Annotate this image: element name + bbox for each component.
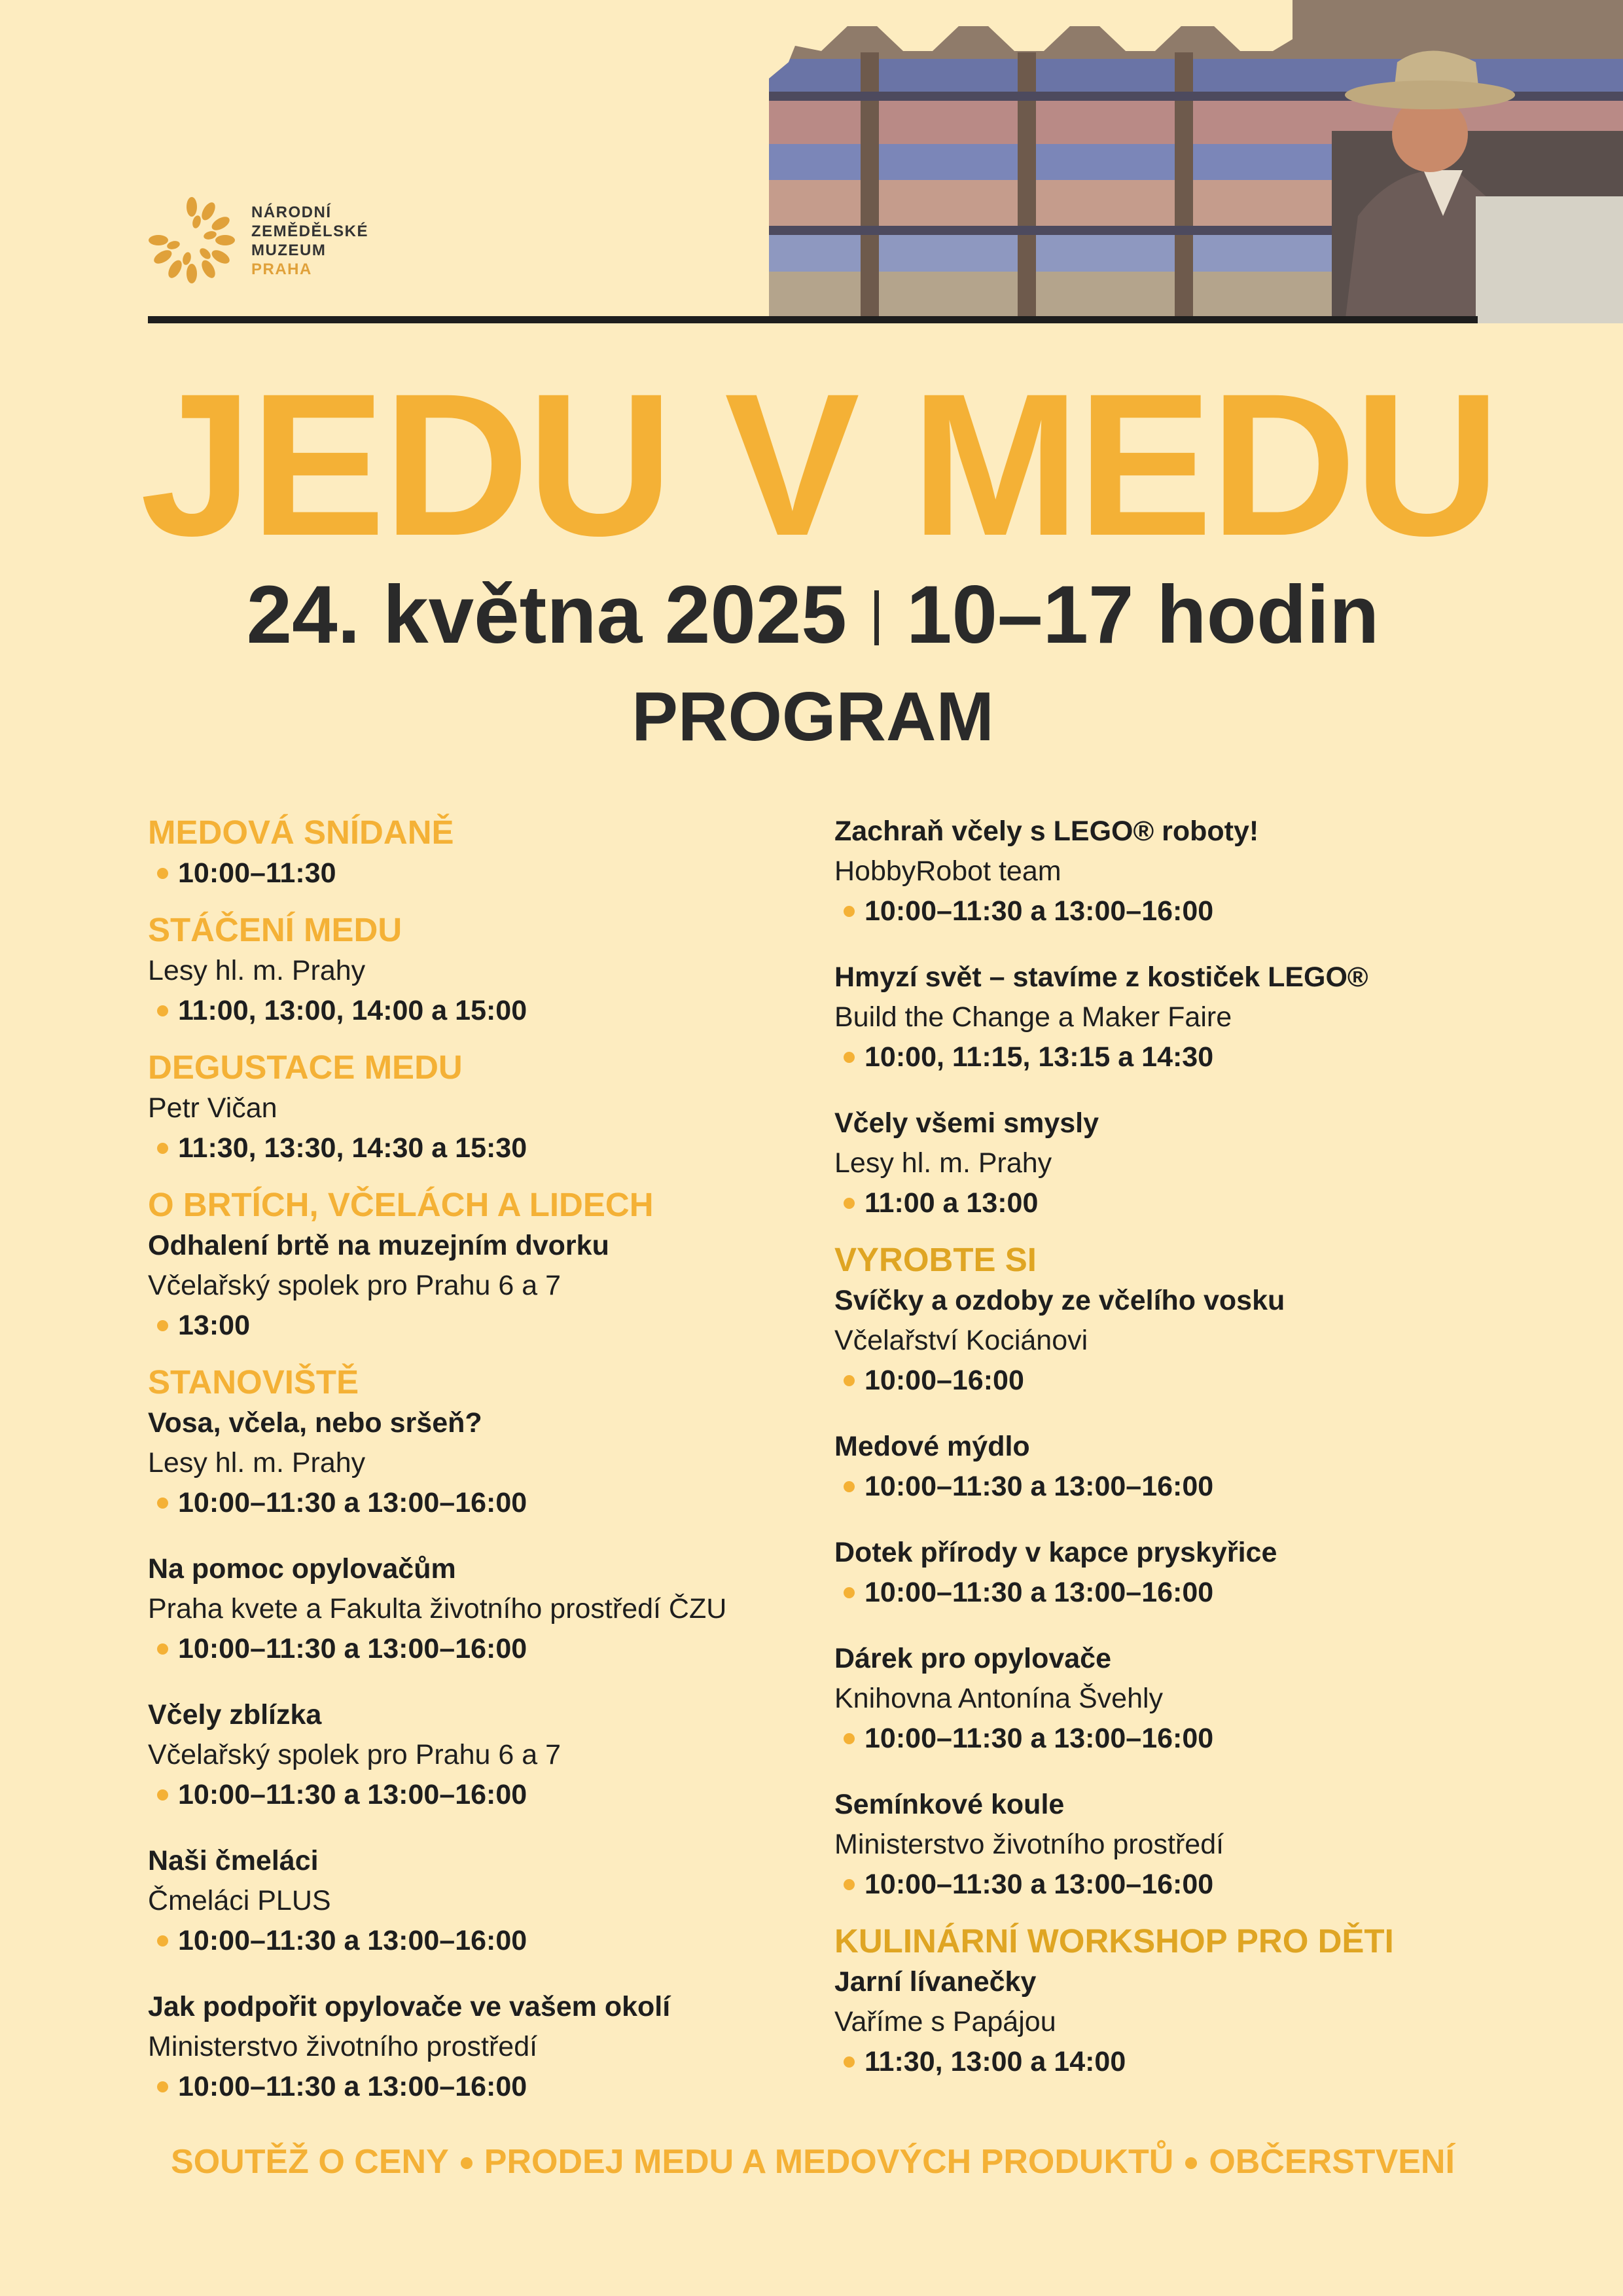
- section-title: MEDOVÁ SNÍDANĚ: [148, 814, 454, 851]
- event-date: 24. května 2025: [246, 569, 847, 660]
- bullet-dot: [1185, 2157, 1197, 2169]
- activity-title: Svíčky a ozdoby ze včelího vosku: [834, 1285, 1285, 1316]
- footer-highlights: [148, 2139, 1478, 2185]
- organizer: Včelařství Kociánovi: [834, 1325, 1088, 1356]
- bullet-dot: [157, 1143, 168, 1154]
- museum-name-line: NÁRODNÍ: [251, 204, 332, 221]
- activity-title: Semínkové koule: [834, 1789, 1065, 1820]
- activity-title: Dotek přírody v kapce pryskyřice: [834, 1537, 1277, 1568]
- time-slot: 10:00–11:30: [148, 853, 809, 893]
- activity-title: Včely zblízka: [148, 1699, 322, 1731]
- bullet-dot: [844, 1879, 855, 1890]
- time-slot: 10:00–11:30 a 13:00–16:00: [148, 2067, 809, 2107]
- time-slot: 10:00–11:30 a 13:00–16:00: [148, 1775, 809, 1815]
- time-slot: 10:00–11:30 a 13:00–16:00: [148, 1629, 809, 1669]
- organizer: Včelařský spolek pro Prahu 6 a 7: [148, 1739, 561, 1770]
- time-slot: 10:00–11:30 a 13:00–16:00: [834, 1573, 1495, 1613]
- bullet-dot: [844, 1375, 855, 1386]
- activity-title: Medové mýdlo: [834, 1431, 1030, 1462]
- bullet-dot: [157, 2081, 168, 2092]
- time-slot: 10:00–11:30 a 13:00–16:00: [148, 1483, 809, 1523]
- time-slot: 10:00–11:30 a 13:00–16:00: [834, 891, 1495, 931]
- activity-title: Vosa, včela, nebo sršeň?: [148, 1407, 482, 1439]
- activity-title: Naši čmeláci: [148, 1845, 319, 1876]
- section-title: VYROBTE SI: [834, 1241, 1037, 1278]
- organizer: Ministerstvo životního prostředí: [148, 2031, 538, 2062]
- bullet-dot: [844, 1198, 855, 1209]
- footer-item: SOUTĚŽ O CENY: [171, 2143, 449, 2181]
- time-slot: 10:00–11:30 a 13:00–16:00: [834, 1865, 1495, 1905]
- event-hours: 10–17 hodin: [906, 569, 1380, 660]
- organizer: Knihovna Antonína Švehly: [834, 1683, 1164, 1714]
- time-slot: 13:00: [148, 1306, 809, 1346]
- section-title: O BRTÍCH, VČELÁCH A LIDECH: [148, 1186, 654, 1223]
- activity-title: Na pomoc opylovačům: [148, 1553, 456, 1585]
- activity-title: Zachraň včely s LEGO® roboty!: [834, 816, 1259, 847]
- bullet-dot: [157, 1789, 168, 1801]
- bullet-dot: [461, 2157, 473, 2169]
- bullet-dot: [157, 1643, 168, 1655]
- event-title-text: JEDU V MEDU: [140, 351, 1498, 578]
- time-slot: 11:00, 13:00, 14:00 a 15:00: [148, 991, 809, 1031]
- organizer: Build the Change a Maker Faire: [834, 1001, 1232, 1033]
- bullet-dot: [844, 1587, 855, 1598]
- activity-title: Včely všemi smysly: [834, 1107, 1099, 1139]
- organizer: Čmeláci PLUS: [148, 1885, 331, 1916]
- time-slot: 11:30, 13:00 a 14:00: [834, 2042, 1495, 2082]
- organizer: Včelařský spolek pro Prahu 6 a 7: [148, 1270, 561, 1301]
- museum-logo: [148, 196, 449, 288]
- organizer: HobbyRobot team: [834, 855, 1061, 887]
- activity-title: Jak podpořit opylovače ve vašem okolí: [148, 1991, 671, 2022]
- time-slot: 10:00–16:00: [834, 1361, 1495, 1401]
- time-slot: 10:00–11:30 a 13:00–16:00: [148, 1921, 809, 1961]
- time-slot: 10:00–11:30 a 13:00–16:00: [834, 1719, 1495, 1759]
- organizer: Petr Vičan: [148, 1092, 277, 1124]
- activity-title: Dárek pro opylovače: [834, 1643, 1112, 1674]
- museum-name: [251, 203, 368, 279]
- time-slot: 10:00–11:30 a 13:00–16:00: [834, 1467, 1495, 1507]
- time-slot: 11:00 a 13:00: [834, 1183, 1495, 1223]
- section-title: DEGUSTACE MEDU: [148, 1049, 463, 1086]
- organizer: Praha kvete a Fakulta životního prostředí ČZU: [148, 1593, 727, 1624]
- program-left-column: [148, 812, 809, 2107]
- section-title: KULINÁRNÍ WORKSHOP PRO DĚTI: [834, 1922, 1394, 1960]
- program-heading: PROGRAM: [632, 678, 994, 755]
- bullet-dot: [157, 1935, 168, 1946]
- bullet-dot: [844, 906, 855, 917]
- section-title: STÁČENÍ MEDU: [148, 911, 402, 948]
- organizer: Vaříme s Papájou: [834, 2006, 1056, 2037]
- section-title: STANOVIŠTĚ: [148, 1363, 359, 1401]
- wheat-wreath-icon: [148, 196, 236, 284]
- time-slot: 11:30, 13:30, 14:30 a 15:30: [148, 1128, 809, 1168]
- bullet-dot: [157, 1005, 168, 1016]
- organizer: Lesy hl. m. Prahy: [148, 955, 366, 986]
- activity-title: Odhalení brtě na muzejním dvorku: [148, 1230, 609, 1261]
- time-slot: 10:00, 11:15, 13:15 a 14:30: [834, 1037, 1495, 1077]
- organizer: Lesy hl. m. Prahy: [834, 1147, 1052, 1179]
- organizer: Lesy hl. m. Prahy: [148, 1447, 366, 1479]
- museum-city: PRAHA: [251, 260, 312, 278]
- bullet-dot: [157, 1498, 168, 1509]
- program-right-column: [834, 812, 1495, 2082]
- activity-title: Hmyzí svět – stavíme z kostiček LEGO®: [834, 961, 1368, 993]
- beekeeper-painting: [769, 0, 1623, 323]
- bullet-dot: [844, 1481, 855, 1492]
- bullet-dot: [844, 1733, 855, 1744]
- museum-name-line: MUZEUM: [251, 242, 327, 259]
- bullet-dot: [157, 868, 168, 879]
- bullet-dot: [844, 2056, 855, 2068]
- header-divider: [148, 316, 1478, 323]
- footer-item: PRODEJ MEDU A MEDOVÝCH PRODUKTŮ: [484, 2143, 1174, 2181]
- event-title: [140, 351, 1498, 578]
- bullet-dot: [844, 1052, 855, 1063]
- event-date-time: [148, 566, 1478, 664]
- organizer: Ministerstvo životního prostředí: [834, 1829, 1224, 1860]
- footer-item: OBČERSTVENÍ: [1209, 2143, 1455, 2181]
- separator: [874, 590, 879, 645]
- bullet-dot: [157, 1320, 168, 1331]
- museum-name-line: ZEMĚDĚLSKÉ: [251, 223, 369, 240]
- activity-title: Jarní lívanečky: [834, 1966, 1037, 1998]
